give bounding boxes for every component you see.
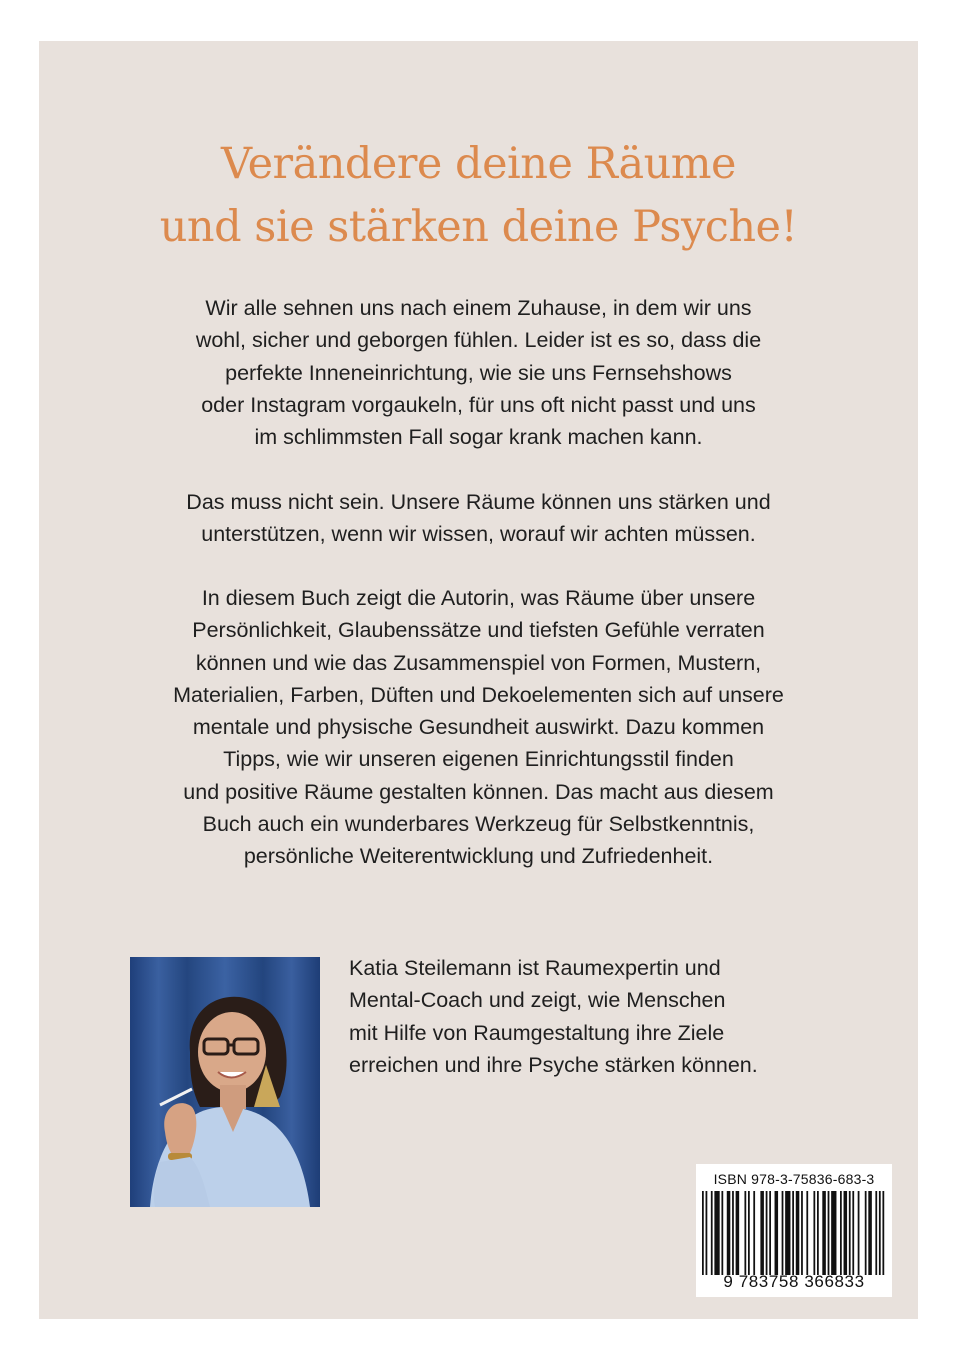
barcode-bar	[766, 1191, 768, 1275]
barcode-bar	[806, 1191, 808, 1275]
text-line: mentale und physische Gesundheit auswirkt. Dazu kommen	[192, 715, 765, 740]
barcode-bar	[822, 1191, 826, 1275]
barcode-bar	[744, 1191, 746, 1275]
barcode-bar	[875, 1191, 877, 1275]
author-bio	[349, 952, 758, 1081]
barcode-bar	[748, 1191, 750, 1275]
barcode-bar	[711, 1191, 713, 1275]
barcode-bar	[801, 1191, 803, 1275]
barcode-bar	[782, 1191, 784, 1275]
text-line: Das muss nicht sein. Unsere Räume können uns stärken und	[186, 490, 771, 514]
text-line: mit Hilfe von Raumgestaltung ihre Ziele	[349, 1020, 725, 1045]
barcode-bar	[840, 1191, 842, 1275]
ean-digits: 9 783758 366833	[723, 1272, 865, 1291]
text-line: im schlimmsten Fall sogar krank machen kann.	[254, 425, 703, 450]
text-line: unterstützen, wenn wir wissen, worauf wir achten müssen.	[201, 522, 756, 547]
barcode-bar	[849, 1191, 851, 1275]
barcode-bar	[732, 1191, 734, 1275]
barcode-bar	[852, 1191, 854, 1275]
text-line: persönliche Weiterentwicklung und Zufriedenheit.	[243, 844, 714, 869]
text-line: Wir alle sehnen uns nach einem Zuhause, in dem wir uns	[205, 296, 752, 320]
barcode-bar	[844, 1191, 848, 1275]
barcode-bar	[865, 1191, 867, 1275]
barcode-bar	[736, 1191, 740, 1275]
blurb-paragraph-3	[39, 582, 918, 873]
text-line: wohl, sicher und geborgen fühlen. Leider ist es so, dass die	[195, 328, 762, 353]
barcode-bar	[817, 1191, 819, 1275]
barcode-bar	[727, 1191, 731, 1275]
text-line: perfekte Inneneinrichtung, wie sie uns Fernsehshows	[225, 360, 732, 385]
barcode-bar	[706, 1191, 708, 1275]
headline-line-1: Verändere deine Räume	[220, 139, 737, 189]
text-line: Persönlichkeit, Glaubenssätze und tiefsten Gefühle verraten	[192, 618, 765, 643]
barcode-bar	[702, 1191, 704, 1275]
barcode-bar	[858, 1191, 860, 1275]
headline	[39, 133, 918, 259]
barcode-bar	[721, 1191, 723, 1275]
text-line: In diesem Buch zeigt die Autorin, was Räume über unsere	[201, 586, 756, 610]
text-line: können und wie das Zusammenspiel von Formen, Mustern,	[195, 650, 762, 675]
barcode-bar	[879, 1191, 881, 1275]
isbn-barcode	[696, 1164, 892, 1297]
barcode-bar	[796, 1191, 800, 1275]
text-line: und positive Räume gestalten können. Das macht aus diesem	[183, 779, 774, 804]
barcode-icon	[702, 1191, 886, 1275]
headline-line-2: und sie stärken deine Psyche!	[159, 202, 798, 252]
barcode-bar	[813, 1191, 815, 1275]
barcode-bar	[775, 1191, 779, 1275]
text-line: Materialien, Farben, Düften und Dekoelementen sich auf unsere	[173, 682, 784, 707]
text-line: Buch auch ein wunderbares Werkzeug für Selbstkenntnis,	[202, 812, 755, 837]
isbn-label: ISBN 978-3-75836-683-3	[713, 1171, 875, 1187]
book-back-cover	[39, 41, 918, 1319]
barcode-bar	[828, 1191, 830, 1275]
barcode-bar	[868, 1191, 872, 1275]
barcode-bar	[753, 1191, 755, 1275]
text-line: Tipps, wie wir unseren eigenen Einrichtungsstil finden	[223, 747, 734, 772]
barcode-bar	[785, 1191, 790, 1275]
blurb-paragraph-1	[39, 292, 918, 453]
text-line: Mental-Coach und zeigt, wie Menschen	[349, 988, 726, 1013]
text-line: oder Instagram vorgaukeln, für uns oft nicht passt und uns	[201, 392, 756, 417]
barcode-bar	[792, 1191, 794, 1275]
text-line: erreichen und ihre Psyche stärken können.	[349, 1052, 758, 1077]
barcode-bar	[882, 1191, 884, 1275]
barcode-bar	[831, 1191, 836, 1275]
barcode-bar	[760, 1191, 764, 1275]
barcode-bar	[769, 1191, 771, 1275]
author-photo	[130, 957, 320, 1207]
barcode-bar	[714, 1191, 719, 1275]
text-line: Katia Steilemann ist Raumexpertin und	[349, 956, 721, 980]
blurb-paragraph-2	[39, 486, 918, 551]
